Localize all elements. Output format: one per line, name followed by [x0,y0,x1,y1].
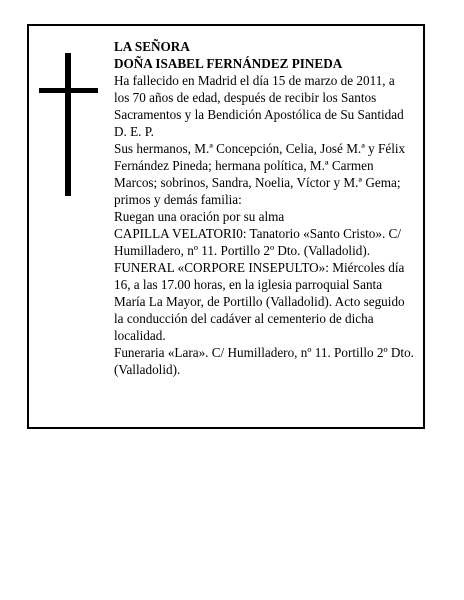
obituary-text [114,38,419,378]
body-line: FUNERAL «CORPORE INSEPULTO»: Miércoles día [114,260,405,275]
body-line: (Valladolid). [114,362,181,377]
body-line: 16, a las 17.00 horas, en la iglesia parroquial Santa [114,277,383,292]
body-line: primos y demás familia: [114,192,242,207]
body-line: Funeraria «Lara». C/ Humilladero, nº 11. Portillo 2º Dto. [114,345,414,360]
deceased-name: DOÑA ISABEL FERNÁNDEZ PINEDA [114,56,343,71]
cross-vertical-bar [65,53,71,196]
body-line: Fernández Pineda; hermana política, M.ª Carmen [114,158,374,173]
title-line: LA SEÑORA [114,39,190,54]
body-line: los 70 años de edad, después de recibir los Santos [114,90,377,105]
body-line: María La Mayor, de Portillo (Valladolid). Acto seguido [114,294,405,309]
body-line: Ruegan una oración por su alma [114,209,285,224]
body-line: Ha fallecido en Madrid el día 15 de marzo de 2011, a [114,73,395,88]
body-line: CAPILLA VELATORI0: Tanatorio «Santo Cristo». C/ [114,226,402,241]
body-line: la conducción del cadáver al cementerio de dicha [114,311,374,326]
body-line: Sus hermanos, M.ª Concepción, Celia, José M.ª y Félix [114,141,406,156]
body-line: localidad. [114,328,166,343]
body-line: D. E. P. [114,124,154,139]
body-line: Sacramentos y la Bendición Apostólica de Su Santidad [114,107,404,122]
body-line: Humilladero, nº 11. Portillo 2º Dto. (Valladolid). [114,243,371,258]
cross-icon [39,53,99,196]
body-line: Marcos; sobrinos, Sandra, Noelia, Víctor y M.ª Gema; [114,175,401,190]
cross-horizontal-bar [39,88,98,93]
